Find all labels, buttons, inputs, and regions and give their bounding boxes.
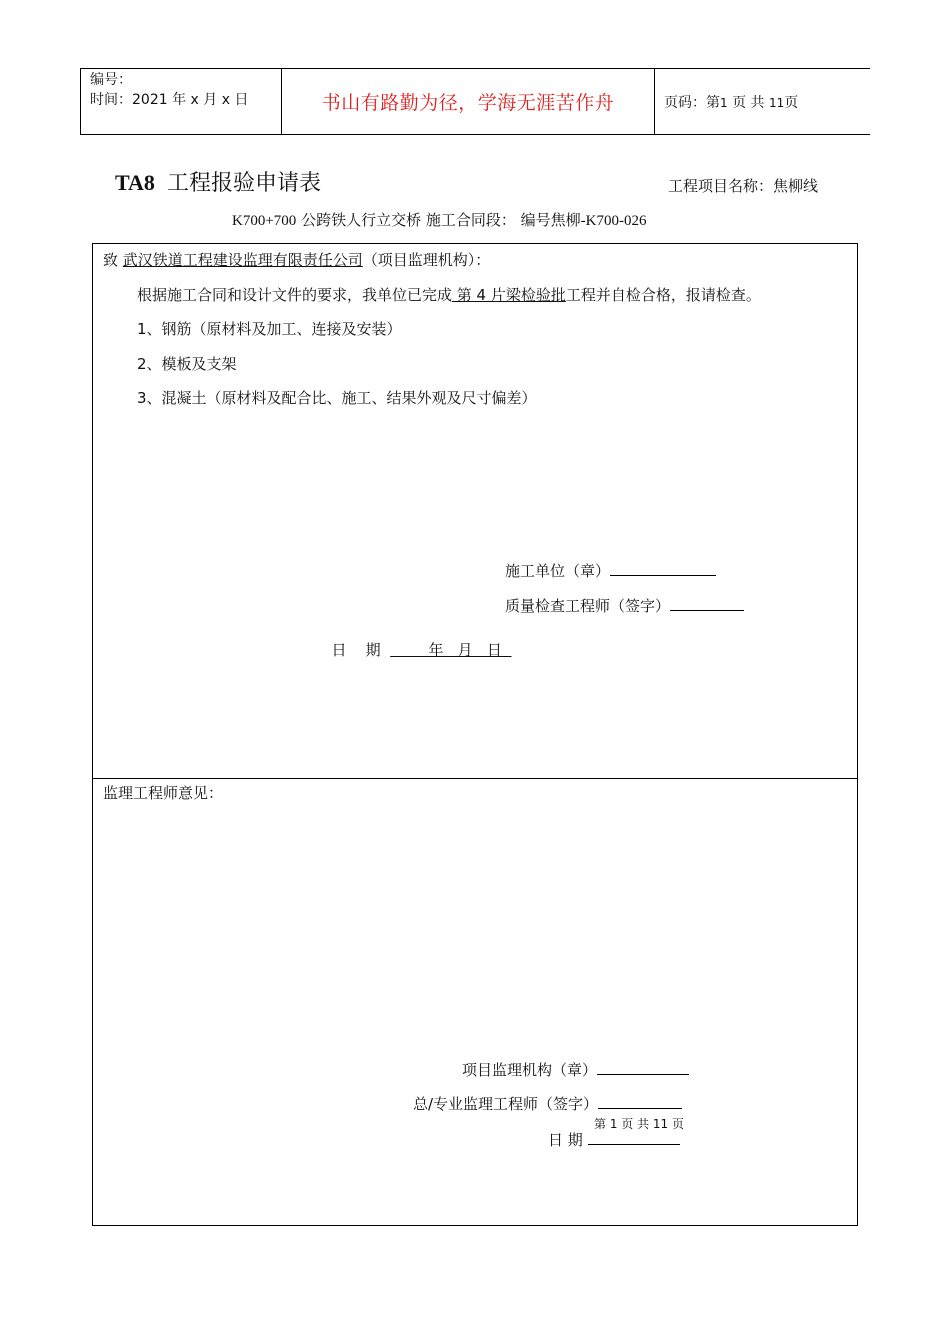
signature-line bbox=[588, 1130, 680, 1145]
page-note: 第 1 页 共 11 页 bbox=[594, 1117, 684, 1131]
application-date bbox=[322, 621, 511, 660]
contractor-seal-label: 施工单位（章） bbox=[505, 562, 611, 580]
subtitle-text: 公跨铁人行立交桥 施工合同段： 编号焦柳 bbox=[301, 211, 581, 229]
inspection-item: 1、钢筋（原材料及加工、连接及安装） bbox=[137, 320, 402, 338]
chief-engineer bbox=[413, 1093, 682, 1114]
date-fill: 年 月 日 bbox=[390, 641, 512, 659]
signature-line bbox=[610, 561, 716, 576]
signature-line bbox=[598, 1094, 682, 1109]
form-subtitle bbox=[232, 209, 646, 230]
application-body bbox=[137, 284, 761, 305]
addressee-line bbox=[103, 249, 490, 270]
page-info bbox=[664, 92, 798, 112]
body-item: 第 4 片梁检验批 bbox=[452, 286, 566, 304]
contractor-seal bbox=[505, 560, 716, 581]
page-suffix: 页 bbox=[784, 95, 799, 111]
form-title-text: 工程报验申请表 bbox=[166, 171, 321, 196]
header-meta bbox=[90, 70, 248, 110]
page-current: 1 bbox=[720, 96, 728, 110]
time-label: 时间：2021 年 x 月 x 日 bbox=[90, 92, 249, 108]
subtitle-location: K700+700 bbox=[232, 213, 297, 229]
body-prefix: 根据施工合同和设计文件的要求，我单位已完成 bbox=[137, 286, 453, 304]
addressee-company: 武汉铁道工程建设监理有限责任公司 bbox=[122, 251, 363, 269]
section-divider bbox=[92, 778, 858, 779]
date-label: 日 期 bbox=[331, 641, 381, 659]
page-total: 11 bbox=[769, 96, 785, 110]
page-mid: 页 共 bbox=[732, 95, 765, 111]
quality-engineer bbox=[505, 595, 744, 616]
supervisor-date bbox=[548, 1129, 680, 1150]
page-prefix: 页码：第 bbox=[664, 95, 720, 111]
signature-line bbox=[597, 1060, 689, 1075]
inspection-item: 2、模板及支架 bbox=[137, 355, 237, 373]
inspection-item: 3、混凝土（原材料及配合比、施工、结果外观及尺寸偏差） bbox=[137, 389, 537, 407]
form-code: TA8 bbox=[115, 170, 155, 195]
quality-engineer-label: 质量检查工程师（签字） bbox=[505, 597, 671, 615]
form-title bbox=[115, 166, 321, 197]
supervisor-date-label: 日 期 bbox=[548, 1131, 583, 1149]
supervisor-opinion-label: 监理工程师意见： bbox=[103, 784, 224, 802]
chief-engineer-label: 总/专业监理工程师（签字） bbox=[413, 1095, 599, 1113]
addressee-prefix: 致 bbox=[103, 251, 123, 269]
subtitle-number: -K700-026 bbox=[580, 213, 647, 229]
addressee-suffix: （项目监理机构）： bbox=[362, 251, 491, 269]
signature-line bbox=[670, 596, 744, 611]
header-divider bbox=[654, 68, 655, 135]
serial-label: 编号： bbox=[90, 72, 132, 88]
org-seal-label: 项目监理机构（章） bbox=[462, 1061, 598, 1079]
project-name: 工程项目名称：焦柳线 bbox=[668, 177, 819, 195]
body-suffix: 工程并自检合格，报请检查。 bbox=[565, 286, 761, 304]
slogan: 书山有路勤为径，学海无涯苦作舟 bbox=[321, 92, 615, 114]
supervisor-org-seal bbox=[462, 1059, 689, 1080]
